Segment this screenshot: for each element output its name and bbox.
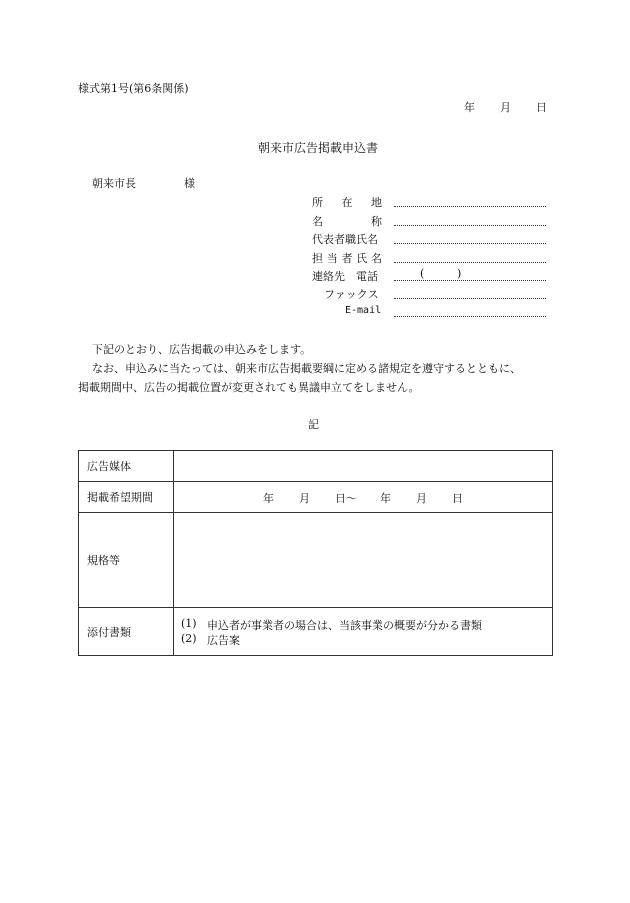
- address-label: 所 在 地: [312, 196, 382, 209]
- attach-row: [79, 608, 552, 655]
- attach-item-2-text: 広告案: [207, 634, 240, 647]
- phone-label: 連絡先 電話: [312, 270, 378, 283]
- period-start-year: 年: [263, 492, 274, 505]
- period-start-month: 月: [299, 492, 310, 505]
- attach-item-1-num: (1): [181, 617, 197, 630]
- representative-field-line[interactable]: [394, 243, 546, 244]
- application-table: [78, 450, 553, 656]
- phone-paren-close: ): [457, 267, 462, 280]
- period-start-day: 日〜: [335, 492, 357, 505]
- date-day-label: 日: [536, 101, 547, 114]
- fax-field-line[interactable]: [394, 298, 546, 299]
- contact-person-label: 担 当 者 氏 名: [312, 252, 382, 265]
- attach-item-1-text: 申込者が事業者の場合は、当該事業の概要が分かる書類: [207, 619, 482, 632]
- address-field-line[interactable]: [394, 206, 546, 207]
- name-field-line[interactable]: [394, 225, 546, 226]
- period-row: [79, 482, 552, 513]
- body-line-3: 掲載期間中、広告の掲載位置が変更されても異議申立てをしません。: [78, 381, 420, 394]
- body-line-2: なお、申込みに当たっては、朝来市広告掲載要綱に定める諸規定を遵守するとともに、: [92, 362, 521, 375]
- phone-paren-open: (: [420, 267, 425, 280]
- addressee-name: 朝来市長: [92, 177, 136, 190]
- email-label: E-mail: [345, 305, 382, 316]
- period-end-month: 月: [416, 492, 427, 505]
- body-line-1: 下記のとおり、広告掲載の申込みをします。: [92, 343, 312, 356]
- addressee-honorific: 様: [184, 177, 195, 190]
- media-label: 広告媒体: [79, 451, 174, 481]
- contact-person-field-line[interactable]: [394, 262, 546, 263]
- media-row: [79, 451, 552, 482]
- representative-label: 代表者職氏名: [312, 233, 378, 246]
- period-end-year: 年: [380, 492, 391, 505]
- date-year-label: 年: [464, 101, 475, 114]
- date-month-label: 月: [500, 101, 511, 114]
- form-number: 様式第1号(第6条関係): [78, 82, 189, 95]
- attach-label: 添付書類: [79, 608, 174, 655]
- fax-label: ファックス: [324, 288, 379, 301]
- phone-field-line[interactable]: [394, 280, 546, 281]
- document-title: 朝来市広告掲載申込書: [258, 141, 379, 155]
- name-label: 名 称: [312, 215, 382, 228]
- attach-item-2-num: (2): [181, 632, 197, 645]
- ki-heading: 記: [308, 418, 319, 431]
- spec-row: [79, 513, 552, 608]
- spec-label: 規格等: [79, 513, 174, 607]
- period-label: 掲載希望期間: [79, 482, 174, 512]
- email-field-line[interactable]: [394, 316, 546, 317]
- period-end-day: 日: [452, 492, 463, 505]
